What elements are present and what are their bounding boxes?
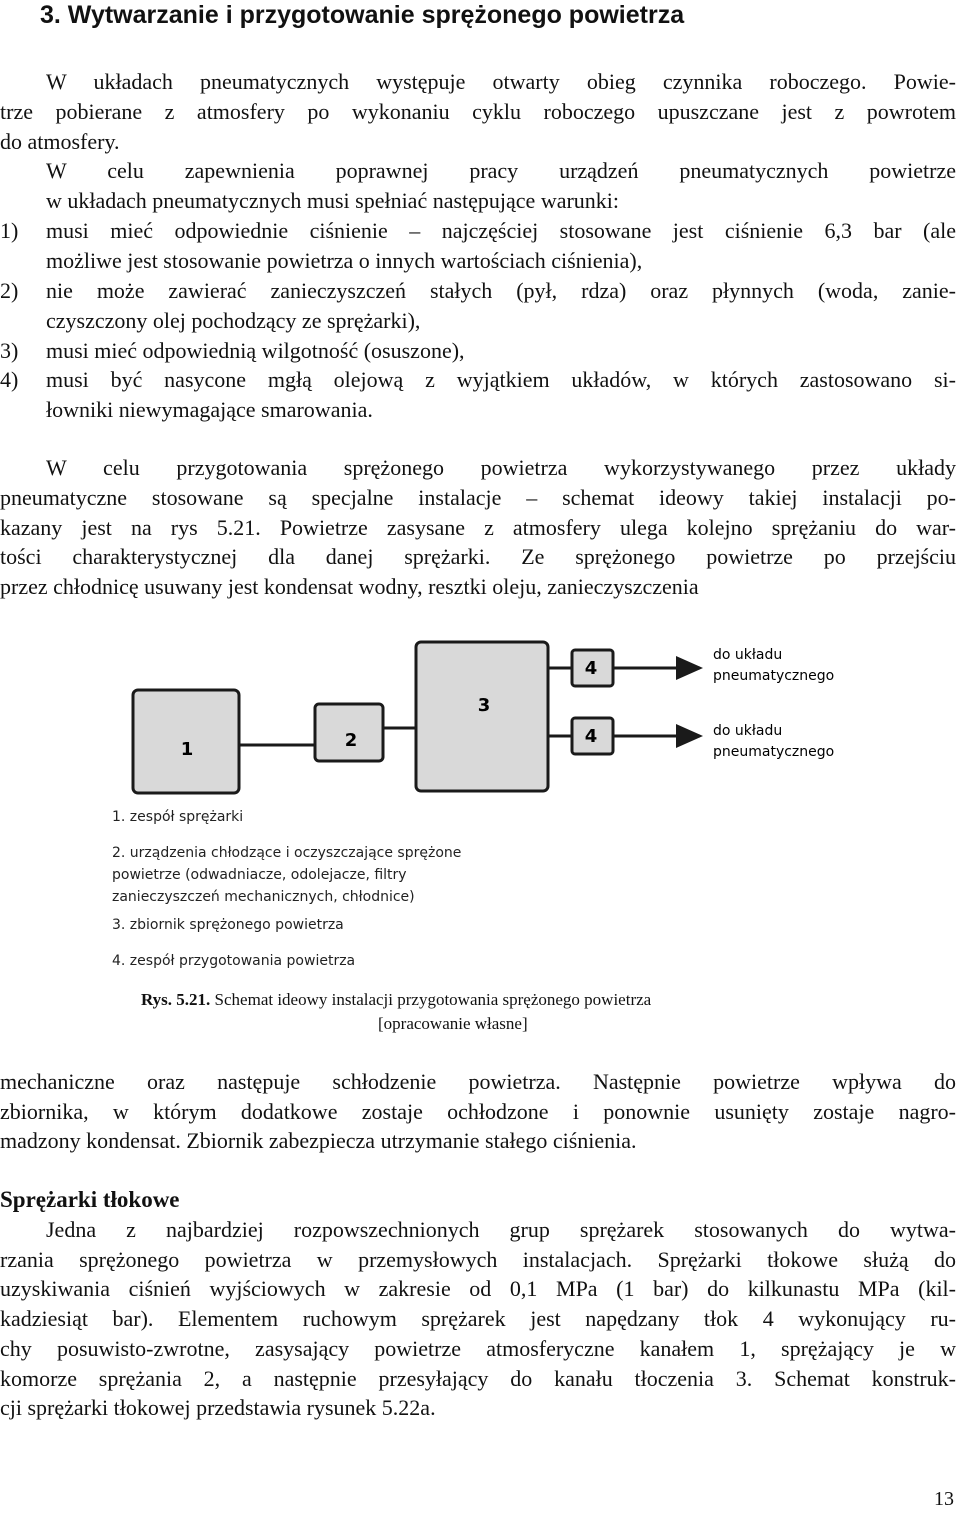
caption-text: Schemat ideowy instalacji przygotowania sprężonego powietrza [210, 990, 652, 1009]
installation-diagram [0, 630, 960, 990]
para5-line: uzyskiwania ciśnień wyjściowych w zakresie od 0,1 MPa (1 bar) do kilkunastu MPa (kil- [0, 1276, 956, 1301]
legend-item: 3. zbiornik sprężonego powietrza [112, 917, 344, 933]
list-item-line: musi być nasycone mgłą olejową z wyjątkiem układów, w których zastosowano si- [46, 367, 956, 392]
figure-caption [141, 988, 651, 1012]
box-tank [416, 642, 548, 791]
para2-line: W celu zapewnienia poprawnej pracy urządzeń pneumatycznych powietrze [46, 158, 956, 183]
output-label: pneumatycznego [713, 744, 835, 760]
box-label-4b: 4 [584, 726, 598, 747]
para5-line: kadziesiąt bar). Elementem ruchowym sprężarek jest napędzany tłok 4 wykonujący ru- [0, 1306, 956, 1331]
para5-line: chy posuwisto-zwrotne, zasysający powietrze atmosferyczne kanałem 1, sprężający je w [0, 1336, 956, 1361]
section-title: 3. Wytwarzanie i przygotowanie sprężonego powietrza [40, 1, 685, 29]
para1-line: do atmosfery. [0, 129, 120, 154]
para5-line: rzania sprężonego powietrza w przemysłowych instalacjach. Sprężarki tłokowe służą do [0, 1247, 956, 1272]
para5-line: komorze sprężania 2, a następnie przesyłający do kanału tłoczenia 3. Schemat konstruk- [0, 1366, 956, 1391]
output-label: pneumatycznego [713, 668, 835, 684]
list-number: 3) [0, 338, 19, 363]
list-item-line: musi mieć odpowiednią wilgotność (osuszone), [46, 338, 465, 363]
list-number: 4) [0, 367, 19, 392]
para3-line: pneumatyczne stosowane są specjalne instalacje – schemat ideowy takiej instalacji po- [0, 485, 956, 510]
para1-line: trze pobierane z atmosfery po wykonaniu cyklu roboczego upuszczane jest z powrotem [0, 99, 956, 124]
para5-line: Jedna z najbardziej rozpowszechnionych grup sprężarek stosowanych do wytwa- [46, 1217, 956, 1242]
output-label: do układu [713, 647, 783, 663]
list-number: 2) [0, 278, 19, 303]
para1-line: W układach pneumatycznych występuje otwarty obieg czynnika roboczego. Powie- [46, 69, 956, 94]
list-number: 1) [0, 218, 19, 243]
page-number: 13 [934, 1488, 954, 1510]
caption-source: [opracowanie własne] [378, 1014, 528, 1033]
box-label-4a: 4 [584, 658, 598, 679]
subsection-title: Sprężarki tłokowe [0, 1187, 180, 1212]
legend-item: zanieczyszczeń mechanicznych, chłodnice) [112, 889, 415, 905]
caption-label: Rys. 5.21. [141, 990, 211, 1009]
box-label-1: 1 [180, 739, 194, 760]
box-label-3: 3 [477, 695, 491, 716]
para4-line: zbiornika, w którym dodatkowe zostaje ochłodzone i ponownie usunięty zostaje nagro- [0, 1099, 956, 1124]
list-item-line: możliwe jest stosowanie powietrza o innych wartościach ciśnienia), [46, 248, 643, 273]
list-item-line: musi mieć odpowiednie ciśnienie – najczęściej stosowane jest ciśnienie 6,3 bar (ale [46, 218, 956, 243]
legend-item: 4. zespół przygotowania powietrza [112, 953, 356, 969]
box-label-2: 2 [344, 730, 358, 751]
para3-line: tości charakterystycznej dla danej sprężarki. Ze sprężonego powietrze po przejściu [0, 544, 956, 569]
list-item-line: łowniki niewymagające smarowania. [46, 397, 373, 422]
para3-line: przez chłodnicę usuwany jest kondensat wodny, resztki oleju, zanieczyszczenia [0, 574, 699, 599]
legend-item: 2. urządzenia chłodzące i oczyszczające sprężone [112, 845, 462, 861]
para3-line: kazany jest na rys 5.21. Powietrze zasysane z atmosfery ulega kolejno sprężaniu do war- [0, 515, 956, 540]
para5-line: cji sprężarki tłokowej przedstawia rysunek 5.22a. [0, 1395, 436, 1420]
output-label: do układu [713, 723, 783, 739]
para4-line: mechaniczne oraz następuje schłodzenie powietrza. Następnie powietrze wpływa do [0, 1069, 956, 1094]
para3-line: W celu przygotowania sprężonego powietrza wykorzystywanego przez układy [46, 455, 956, 480]
legend-item: 1. zespół sprężarki [112, 809, 244, 825]
para4-line: madzony kondensat. Zbiornik zabezpiecza utrzymanie stałego ciśnienia. [0, 1128, 637, 1153]
para2-line: w układach pneumatycznych musi spełniać następujące warunki: [46, 188, 620, 213]
list-item-line: nie może zawierać zanieczyszczeń stałych (pył, rdza) oraz płynnych (woda, zanie- [46, 278, 956, 303]
list-item-line: czyszczony olej pochodzący ze sprężarki), [46, 308, 421, 333]
legend-item: powietrze (odwadniacze, odolejacze, filtry [112, 867, 407, 883]
